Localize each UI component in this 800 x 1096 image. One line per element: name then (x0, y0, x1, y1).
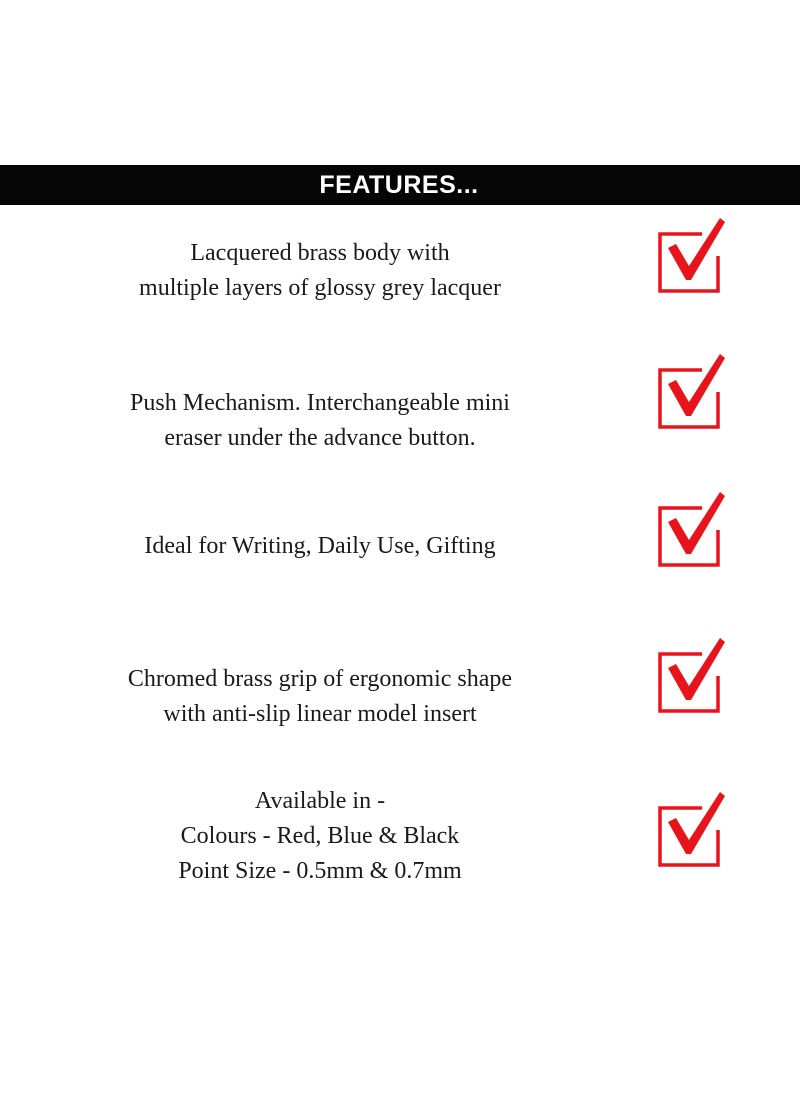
checkbox-checked-icon (656, 216, 728, 296)
feature-line: Ideal for Writing, Daily Use, Gifting (144, 533, 496, 559)
checkbox-checked-icon (656, 636, 728, 716)
feature-line: Lacquered brass body with (190, 240, 450, 266)
checkbox-checked-icon (656, 352, 728, 432)
features-title: FEATURES... (319, 170, 479, 199)
feature-line: Chromed brass grip of ergonomic shape (127, 666, 513, 692)
feature-text (60, 784, 580, 889)
feature-line: Available in - (254, 788, 386, 814)
feature-line: Point Size - 0.5mm & 0.7mm (178, 858, 462, 884)
feature-line: with anti-slip linear model insert (163, 701, 477, 727)
feature-text (60, 662, 580, 732)
checkbox-checked-icon (656, 490, 728, 570)
feature-line: eraser under the advance button. (164, 425, 476, 451)
checkbox-checked-icon (656, 790, 728, 870)
feature-text (60, 529, 580, 564)
feature-line: multiple layers of glossy grey lacquer (139, 275, 501, 301)
features-header-bar (0, 165, 800, 205)
feature-text (60, 386, 580, 456)
feature-text (60, 236, 580, 306)
feature-line: Push Mechanism. Interchangeable mini (130, 390, 510, 416)
feature-line: Colours - Red, Blue & Black (180, 823, 460, 849)
